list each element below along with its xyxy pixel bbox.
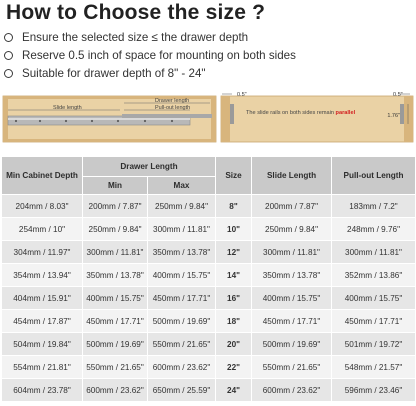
cell-size: 8" (216, 195, 252, 218)
cell-pullout-length: 183mm / 7.2" (332, 195, 416, 218)
parallel-note-prefix: The slide rails on both sides remain (246, 110, 336, 116)
tip-item (4, 64, 414, 82)
cell-pullout-length: 501mm / 19.72" (332, 333, 416, 356)
parallel-note-emph: parallel (335, 110, 356, 116)
cell-drawer-min: 250mm / 9.84" (83, 218, 148, 241)
header-pullout-length: Pull-out Length (332, 157, 416, 195)
tip-item (4, 46, 414, 64)
front-view-illustration (221, 94, 413, 142)
size-table (1, 156, 416, 402)
cell-size: 16" (216, 287, 252, 310)
tip-text: Reserve 0.5 inch of space for mounting on both sides (22, 48, 296, 62)
header-drawer-length: Drawer Length (83, 157, 216, 177)
circle-bullet-icon (4, 51, 13, 60)
header-min-cabinet-depth: Min Cabinet Depth (2, 157, 83, 195)
cell-drawer-min: 450mm / 17.71" (83, 310, 148, 333)
cell-size: 12" (216, 241, 252, 264)
tip-text: Ensure the selected size ≤ the drawer depth (22, 30, 249, 44)
tips-list (4, 28, 414, 82)
cell-drawer-min: 600mm / 23.62" (83, 379, 148, 402)
cell-drawer-min: 200mm / 7.87" (83, 195, 148, 218)
drawer-length-label: Drawer length (155, 98, 190, 104)
slide-length-label: Slide length (53, 105, 82, 111)
pullout-length-label: Pull-out length (155, 105, 191, 111)
circle-bullet-icon (4, 33, 13, 42)
cell-min-cabinet-depth: 604mm / 23.78" (2, 379, 83, 402)
header-min: Min (83, 177, 148, 195)
cell-pullout-length: 400mm / 15.75" (332, 287, 416, 310)
table-row (2, 333, 416, 356)
circle-bullet-icon (4, 69, 13, 78)
page-title: How to Choose the size ? (6, 1, 266, 24)
cell-min-cabinet-depth: 504mm / 19.84" (2, 333, 83, 356)
cell-drawer-max: 250mm / 9.84" (148, 195, 216, 218)
cell-drawer-min: 500mm / 19.69" (83, 333, 148, 356)
cell-size: 24" (216, 379, 252, 402)
cell-pullout-length: 248mm / 9.76" (332, 218, 416, 241)
right-gap-label: 0.5" (393, 92, 403, 98)
header-max: Max (148, 177, 216, 195)
parallel-note (246, 110, 356, 116)
cell-size: 18" (216, 310, 252, 333)
table-row (2, 218, 416, 241)
cell-min-cabinet-depth: 204mm / 8.03" (2, 195, 83, 218)
drawer-slide-diagram (0, 90, 416, 150)
cell-min-cabinet-depth: 354mm / 13.94" (2, 264, 83, 287)
cell-drawer-max: 500mm / 19.69" (148, 310, 216, 333)
cell-pullout-length: 300mm / 11.81" (332, 241, 416, 264)
cell-slide-length: 500mm / 19.69" (252, 333, 332, 356)
table-row (2, 310, 416, 333)
cell-drawer-max: 450mm / 17.71" (148, 287, 216, 310)
cell-pullout-length: 352mm / 13.86" (332, 264, 416, 287)
cell-size: 14" (216, 264, 252, 287)
cell-drawer-max: 550mm / 21.65" (148, 333, 216, 356)
cell-drawer-max: 400mm / 15.75" (148, 264, 216, 287)
left-gap-label: 0.5" (237, 92, 247, 98)
cell-pullout-length: 548mm / 21.57" (332, 356, 416, 379)
cell-drawer-max: 650mm / 25.59" (148, 379, 216, 402)
cell-min-cabinet-depth: 254mm / 10" (2, 218, 83, 241)
cell-slide-length: 600mm / 23.62" (252, 379, 332, 402)
cell-slide-length: 550mm / 21.65" (252, 356, 332, 379)
cell-slide-length: 300mm / 11.81" (252, 241, 332, 264)
cell-drawer-max: 600mm / 23.62" (148, 356, 216, 379)
cell-slide-length: 350mm / 13.78" (252, 264, 332, 287)
table-row (2, 264, 416, 287)
table-row (2, 356, 416, 379)
cell-pullout-length: 450mm / 17.71" (332, 310, 416, 333)
size-table-container (1, 156, 415, 406)
cell-size: 22" (216, 356, 252, 379)
tip-item (4, 28, 414, 46)
cell-drawer-min: 300mm / 11.81" (83, 241, 148, 264)
table-row (2, 195, 416, 218)
cell-size: 10" (216, 218, 252, 241)
cell-slide-length: 250mm / 9.84" (252, 218, 332, 241)
table-row (2, 379, 416, 402)
cell-slide-length: 450mm / 17.71" (252, 310, 332, 333)
header-slide-length: Slide Length (252, 157, 332, 195)
header-size: Size (216, 157, 252, 195)
cell-min-cabinet-depth: 404mm / 15.91" (2, 287, 83, 310)
cell-drawer-min: 350mm / 13.78" (83, 264, 148, 287)
height-label: 1.76" (387, 113, 400, 119)
table-body (2, 195, 416, 402)
cell-min-cabinet-depth: 554mm / 21.81" (2, 356, 83, 379)
cell-min-cabinet-depth: 454mm / 17.87" (2, 310, 83, 333)
cell-slide-length: 200mm / 7.87" (252, 195, 332, 218)
cell-drawer-min: 400mm / 15.75" (83, 287, 148, 310)
cell-size: 20" (216, 333, 252, 356)
cell-min-cabinet-depth: 304mm / 11.97" (2, 241, 83, 264)
tip-text: Suitable for drawer depth of 8" - 24" (22, 66, 206, 80)
cell-slide-length: 400mm / 15.75" (252, 287, 332, 310)
cell-drawer-min: 550mm / 21.65" (83, 356, 148, 379)
cell-drawer-max: 350mm / 13.78" (148, 241, 216, 264)
table-row (2, 287, 416, 310)
table-row (2, 241, 416, 264)
cell-pullout-length: 596mm / 23.46" (332, 379, 416, 402)
cell-drawer-max: 300mm / 11.81" (148, 218, 216, 241)
